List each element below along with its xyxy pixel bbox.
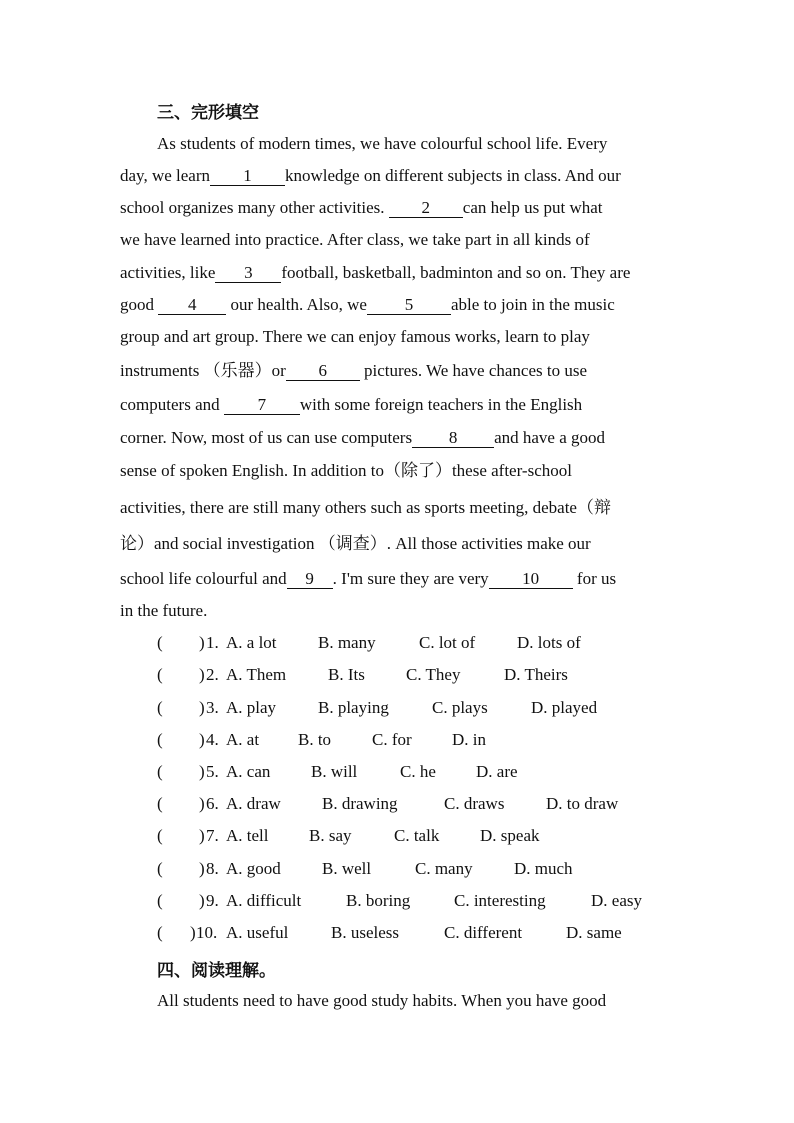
passage-line: in the future. — [120, 601, 208, 620]
answer-paren-open: ( — [157, 859, 163, 878]
question-number: 10. — [196, 923, 218, 942]
option-a: A. difficult — [226, 891, 302, 910]
passage-line: we have learned into practice. After class, we take part in all kinds of — [120, 230, 590, 249]
answer-paren-open: ( — [157, 762, 163, 781]
question-number: 7. — [206, 826, 219, 845]
question-number: 4. — [206, 730, 219, 749]
question-number: 8. — [206, 859, 219, 878]
passage-line: 论）and social investigation （调查）. All those activities make our — [120, 534, 591, 553]
passage-line: school organizes many other activities. 2 can help us put what — [120, 198, 603, 217]
blank-10: 10 — [489, 570, 573, 589]
answer-paren-close: ) — [199, 698, 205, 717]
option-d: D. Theirs — [504, 665, 568, 684]
section-heading-reading: 四、阅读理解。 — [157, 961, 276, 981]
passage-line: computers and 7 with some foreign teachers in the English — [120, 395, 583, 414]
blank-3: 3 — [215, 264, 281, 283]
answer-paren-close: ) — [190, 923, 196, 942]
option-a: A. Them — [226, 665, 287, 684]
option-d: D. speak — [480, 826, 540, 845]
blank-2: 2 — [389, 199, 463, 218]
reading-passage-line: All students need to have good study habits. When you have good — [157, 991, 607, 1010]
option-d: D. same — [566, 923, 622, 942]
passage-line: good 4 our health. Also, we 5 able to join in the music — [120, 295, 615, 314]
option-c: C. They — [406, 665, 461, 684]
option-b: B. say — [309, 826, 352, 845]
option-a: A. a lot — [226, 633, 277, 652]
option-b: B. many — [318, 633, 376, 652]
question-number: 3. — [206, 698, 219, 717]
blank-1: 1 — [210, 167, 285, 186]
answer-paren-close: ) — [199, 730, 205, 749]
option-d: D. much — [514, 859, 573, 878]
passage-line: sense of spoken English. In addition to（除了）these after-school — [120, 461, 572, 480]
answer-paren-open: ( — [157, 698, 163, 717]
question-number: 1. — [206, 633, 219, 652]
option-c: C. interesting — [454, 891, 546, 910]
option-c: C. draws — [444, 794, 505, 813]
answer-paren-close: ) — [199, 859, 205, 878]
blank-9: 9 — [287, 570, 333, 589]
answer-paren-close: ) — [199, 762, 205, 781]
option-b: B. useless — [331, 923, 399, 942]
passage-line: school life colourful and 9 . I'm sure they are very 10 for us — [120, 569, 617, 588]
option-c: C. he — [400, 762, 436, 781]
option-a: A. can — [226, 762, 271, 781]
option-b: B. boring — [346, 891, 411, 910]
passage-line: group and art group. There we can enjoy famous works, learn to play — [120, 327, 590, 346]
answer-paren-open: ( — [157, 891, 163, 910]
option-b: B. playing — [318, 698, 389, 717]
option-c: C. lot of — [419, 633, 476, 652]
option-d: D. easy — [591, 891, 642, 910]
option-b: B. drawing — [322, 794, 398, 813]
option-b: B. well — [322, 859, 372, 878]
option-c: C. talk — [394, 826, 440, 845]
answer-paren-open: ( — [157, 923, 163, 942]
section-heading-cloze: 三、完形填空 — [157, 103, 259, 123]
question-number: 6. — [206, 794, 219, 813]
question-number: 9. — [206, 891, 219, 910]
option-d: D. in — [452, 730, 486, 749]
passage-line: corner. Now, most of us can use computers 8 and have a good — [120, 428, 606, 447]
blank-5: 5 — [367, 296, 451, 315]
answer-paren-close: ) — [199, 891, 205, 910]
option-c: C. for — [372, 730, 412, 749]
question-number: 2. — [206, 665, 219, 684]
answer-paren-open: ( — [157, 826, 163, 845]
option-a: A. tell — [226, 826, 269, 845]
answer-paren-open: ( — [157, 633, 163, 652]
option-d: D. are — [476, 762, 518, 781]
passage-line: As students of modern times, we have colourful school life. Every — [157, 134, 608, 153]
option-a: A. play — [226, 698, 277, 717]
option-a: A. draw — [226, 794, 281, 813]
option-c: C. many — [415, 859, 473, 878]
answer-paren-open: ( — [157, 730, 163, 749]
option-b: B. will — [311, 762, 358, 781]
answer-paren-close: ) — [199, 665, 205, 684]
option-b: B. Its — [328, 665, 365, 684]
option-d: D. played — [531, 698, 598, 717]
passage-line: activities, there are still many others such as sports meeting, debate（辩 — [120, 498, 611, 517]
passage-line: instruments （乐器）or 6 pictures. We have chances to use — [120, 361, 588, 380]
answer-paren-open: ( — [157, 794, 163, 813]
option-c: C. different — [444, 923, 523, 942]
answer-paren-close: ) — [199, 794, 205, 813]
option-a: A. useful — [226, 923, 289, 942]
option-a: A. good — [226, 859, 281, 878]
option-d: D. to draw — [546, 794, 619, 813]
option-c: C. plays — [432, 698, 488, 717]
blank-8: 8 — [412, 429, 494, 448]
answer-paren-open: ( — [157, 665, 163, 684]
passage-line: day, we learn 1 knowledge on different subjects in class. And our — [120, 166, 621, 185]
passage-line: activities, like 3 football, basketball, badminton and so on. They are — [120, 263, 631, 282]
answer-paren-close: ) — [199, 633, 205, 652]
blank-7: 7 — [224, 396, 300, 415]
blank-6: 6 — [286, 362, 360, 381]
answer-paren-close: ) — [199, 826, 205, 845]
option-b: B. to — [298, 730, 332, 749]
option-d: D. lots of — [517, 633, 581, 652]
blank-4: 4 — [158, 296, 226, 315]
option-a: A. at — [226, 730, 260, 749]
question-number: 5. — [206, 762, 219, 781]
